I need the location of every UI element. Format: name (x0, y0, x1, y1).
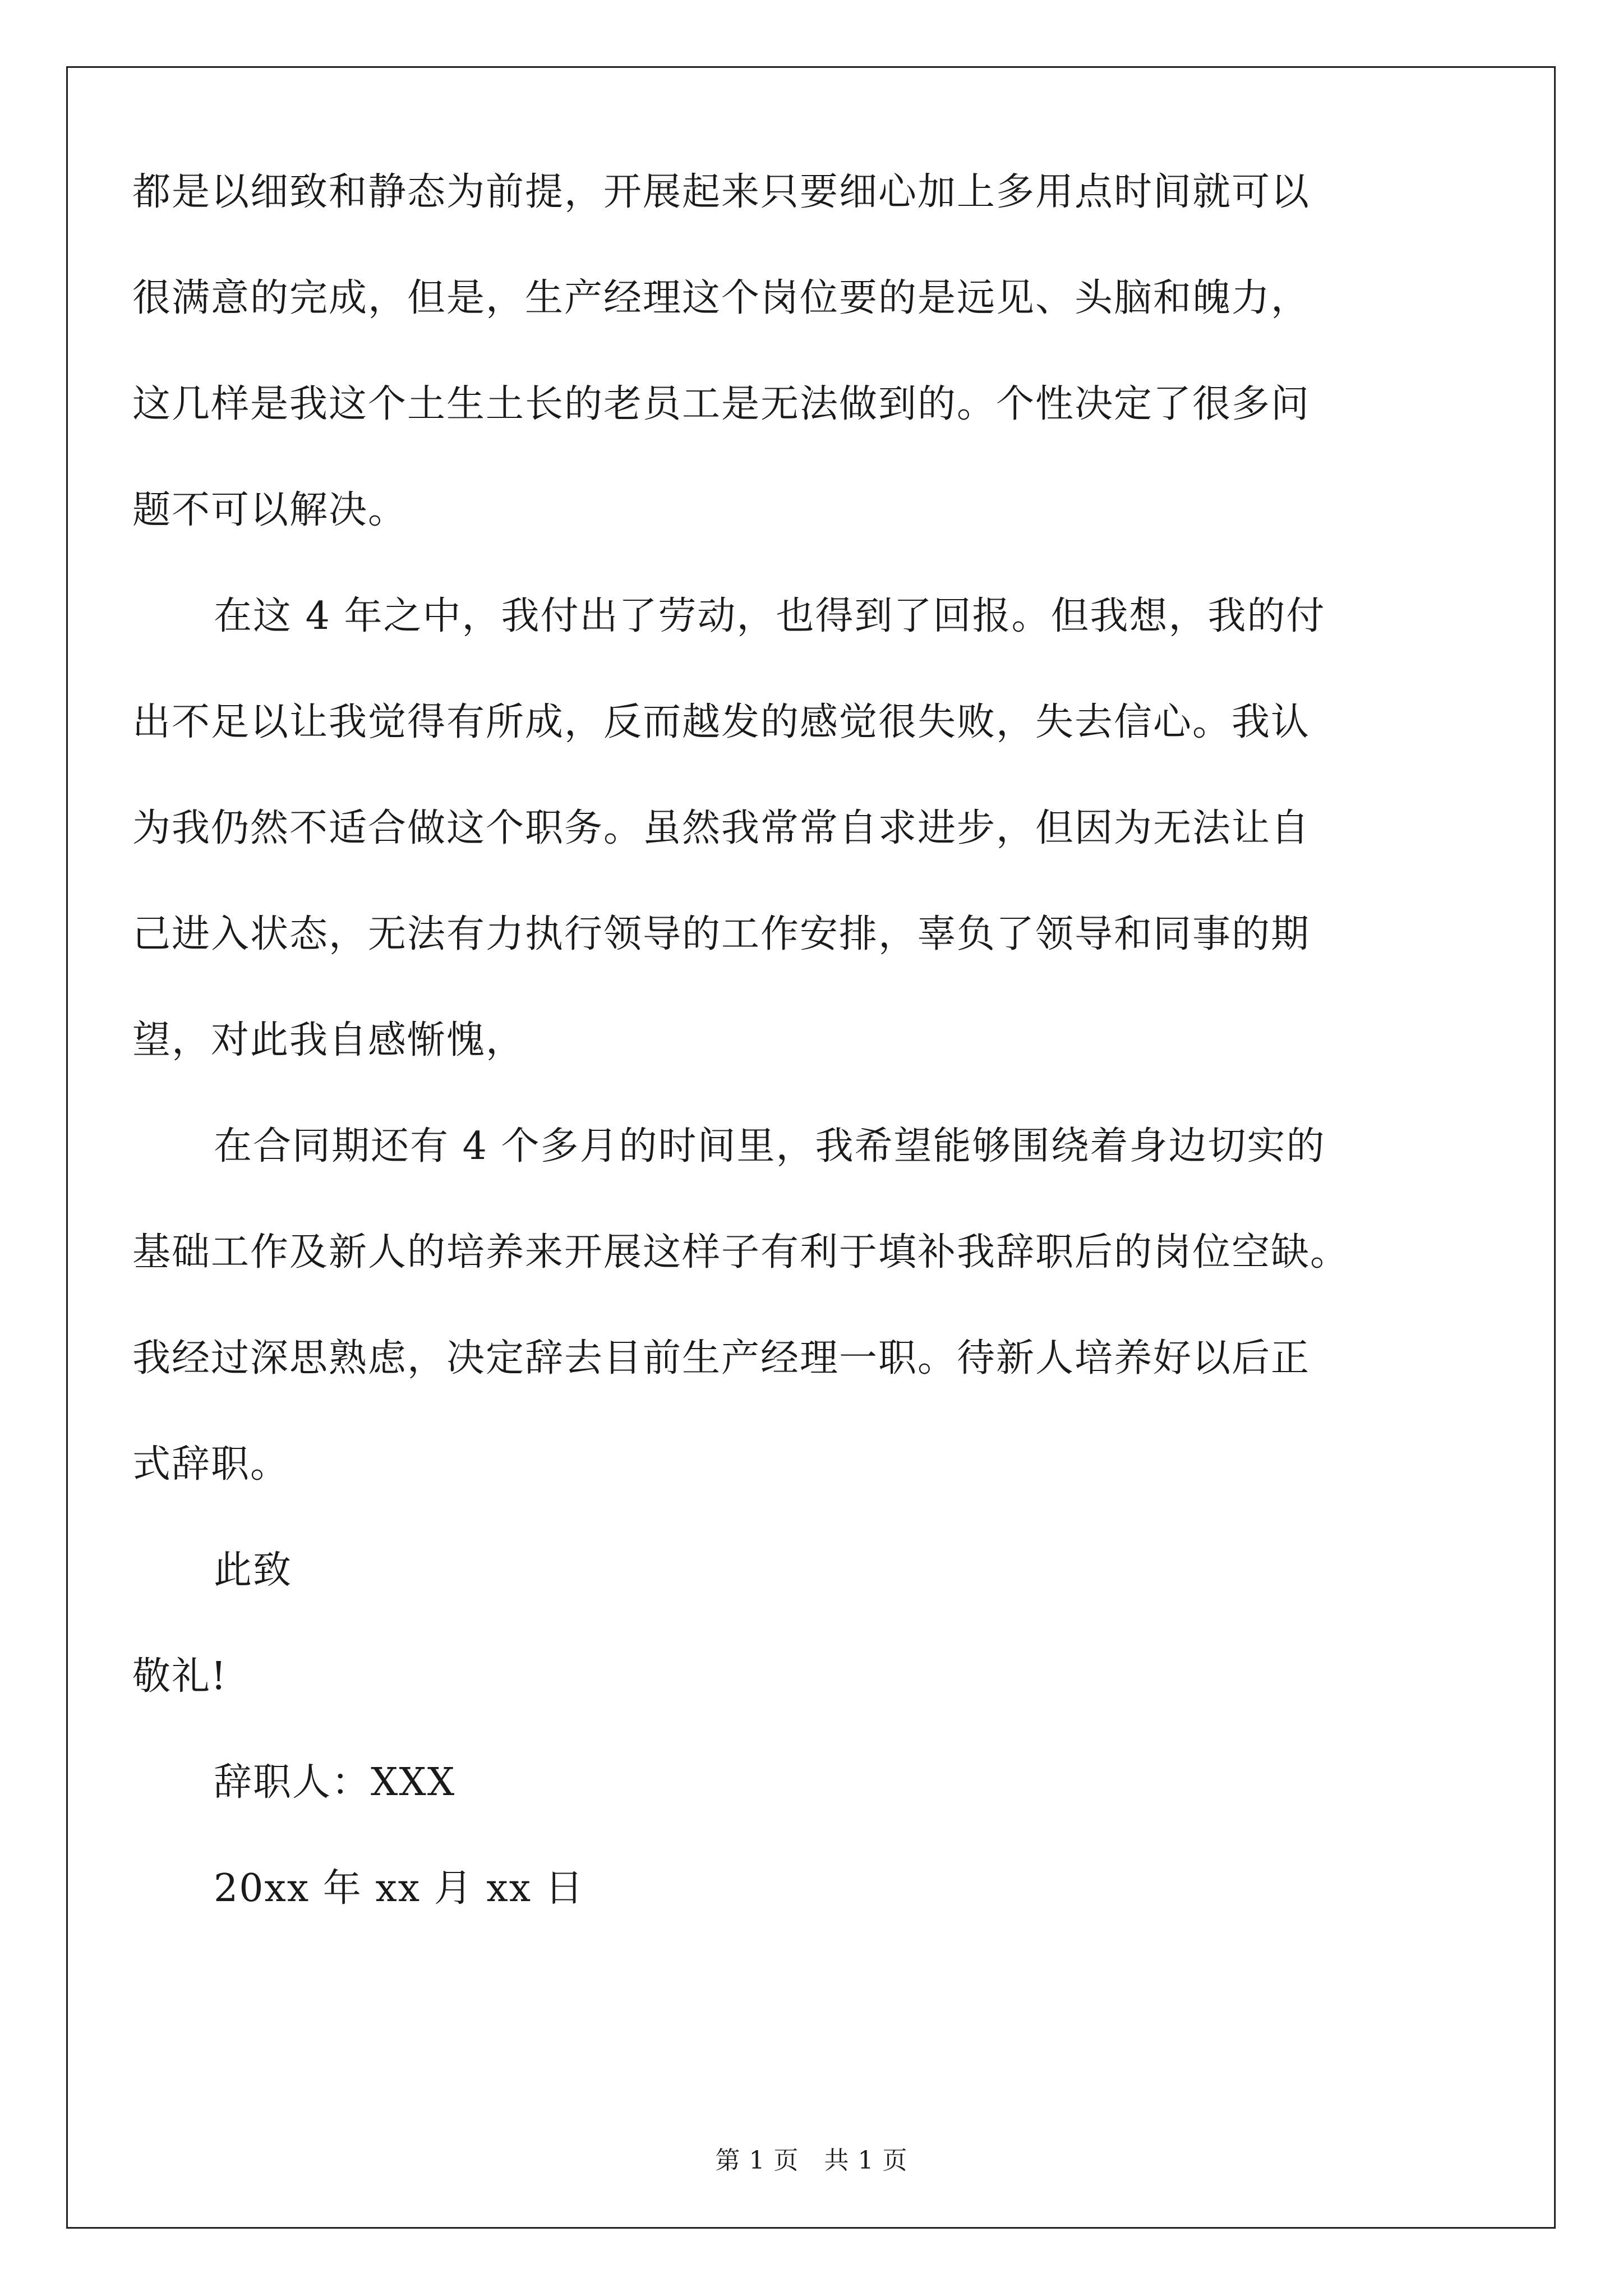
paragraph-line: 在合同期还有 4 个多月的时间里，我希望能够围绕着身边切实的 (214, 1124, 1326, 1168)
paragraph-line: 我经过深思熟虑，决定辞去目前生产经理一职。待新人培养好以后正 (132, 1336, 1311, 1381)
paragraph-line: 为我仍然不适合做这个职务。虽然我常常自求进步，但因为无法让自 (132, 806, 1311, 850)
paragraph-line: 这几样是我这个土生土长的老员工是无法做到的。个性决定了很多问 (132, 382, 1311, 426)
paragraph-line: 在这 4 年之中，我付出了劳动，也得到了回报。但我想，我的付 (214, 594, 1326, 638)
letter-body (132, 139, 1478, 1941)
paragraph-line: 都是以细致和静态为前提，开展起来只要细心加上多用点时间就可以 (132, 170, 1311, 214)
paragraph-line: 题不可以解决。 (132, 488, 408, 532)
page-number-footer: 第 1 页 共 1 页 (715, 2146, 908, 2175)
paragraph-line: 出不足以让我觉得有所成，反而越发的感觉很失败，失去信心。我认 (132, 700, 1311, 744)
paragraph-line: 很满意的完成，但是，生产经理这个岗位要的是远见、头脑和魄力， (132, 276, 1311, 320)
signature-line: 辞职人：XXX (214, 1760, 456, 1805)
paragraph-line: 望，对此我自感惭愧， (132, 1018, 525, 1062)
paragraph-line: 式辞职。 (132, 1442, 290, 1487)
date-line: 20xx 年 xx 月 xx 日 (214, 1866, 584, 1911)
paragraph-line: 基础工作及新人的培养来开展这样子有利于填补我辞职后的岗位空缺。 (132, 1230, 1350, 1274)
paragraph-line: 己进入状态，无法有力执行领导的工作安排，辜负了领导和同事的期 (132, 912, 1311, 956)
closing-regards: 敬礼! (132, 1654, 228, 1699)
closing-salutation: 此致 (214, 1548, 293, 1593)
